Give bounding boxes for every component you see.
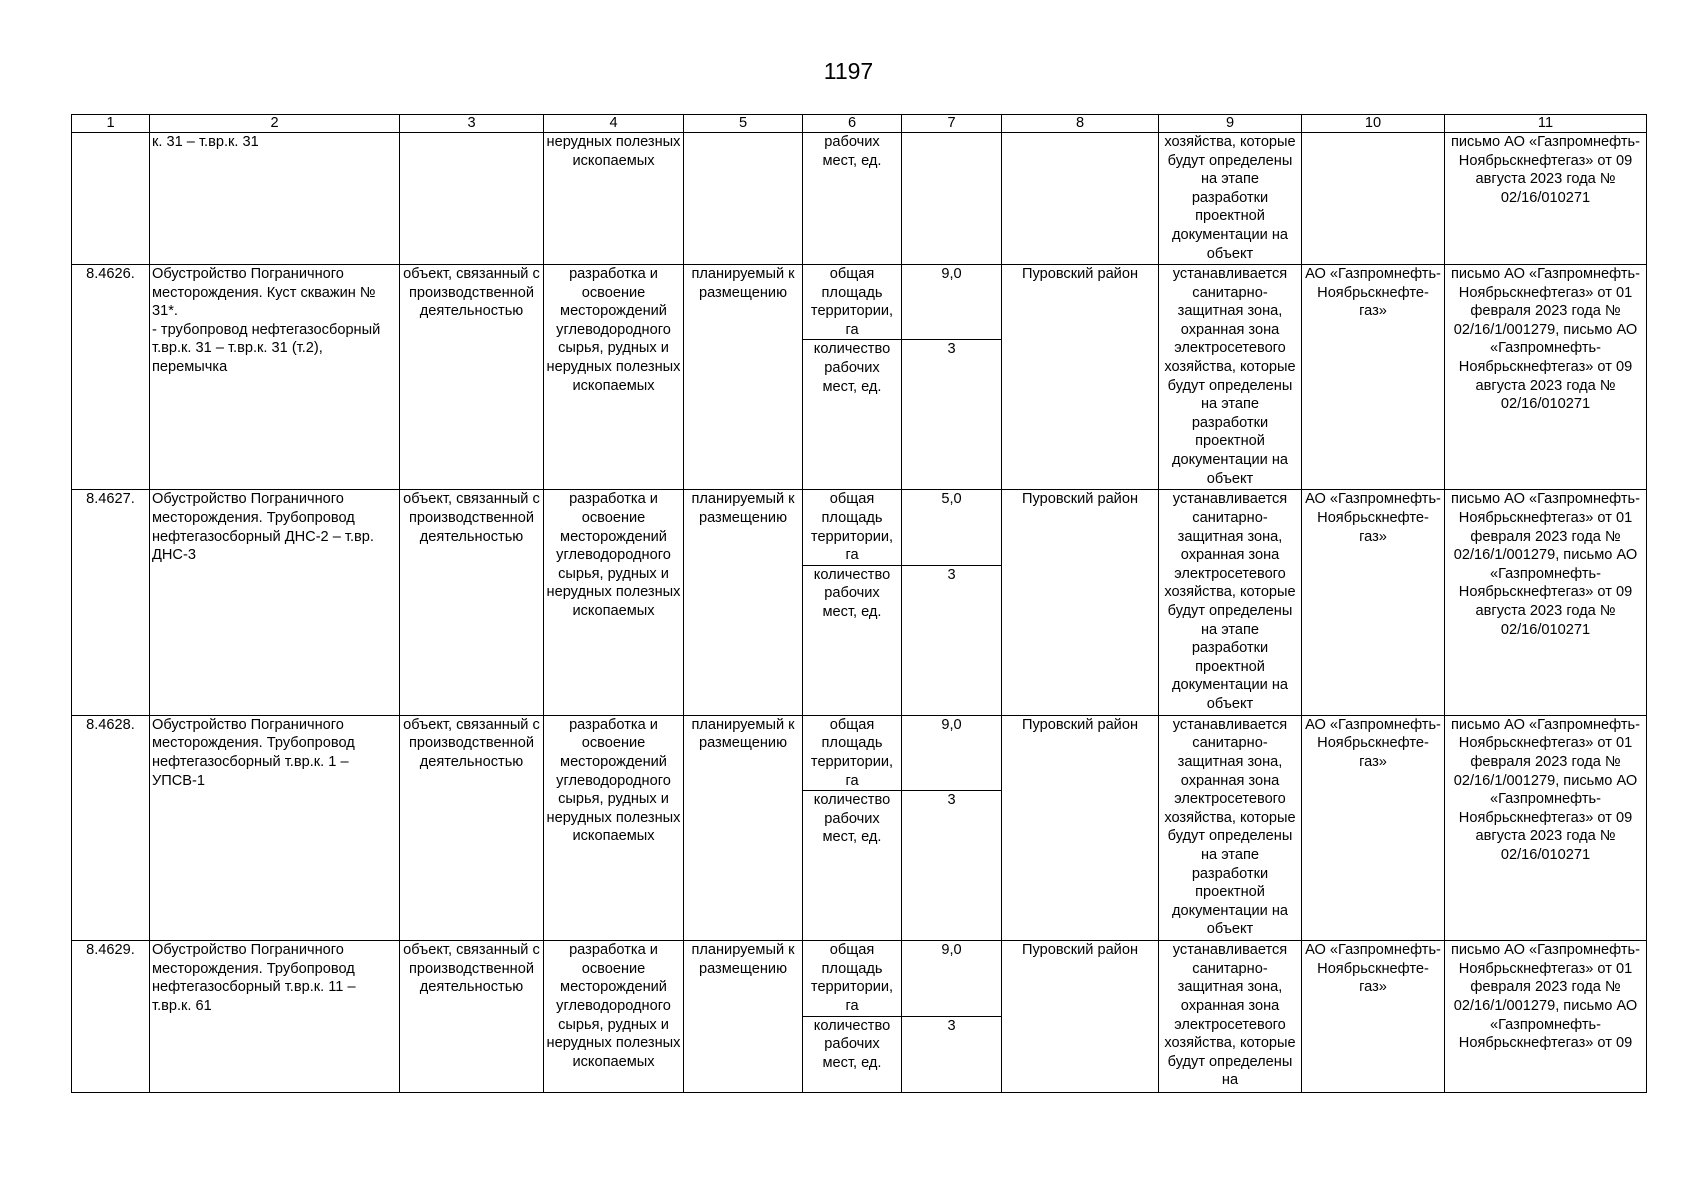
zone-description: устанавливается санитарно-защитная зона, охранная зона электросетевого хозяйства, которые будут определены на этапе разработки проектной документации на объект xyxy=(1159,490,1302,715)
object-location: Пуровский район xyxy=(1002,715,1159,940)
characteristic-jobs-label: количество рабочих мест, ед. xyxy=(803,565,902,715)
table-row xyxy=(72,265,1647,340)
organization: АО «Газпромнефть-Ноябрьскнефте-газ» xyxy=(1302,265,1445,490)
characteristic-area-value: 9,0 xyxy=(902,715,1002,790)
organization: АО «Газпромнефть-Ноябрьскнефте-газ» xyxy=(1302,715,1445,940)
col-header: 8 xyxy=(1002,115,1159,133)
row-number: 8.4626. xyxy=(72,265,150,490)
col-header: 5 xyxy=(684,115,803,133)
col-header: 7 xyxy=(902,115,1002,133)
page-number: 1197 xyxy=(823,58,874,84)
characteristic-jobs-value: 3 xyxy=(902,791,1002,941)
col-header: 1 xyxy=(72,115,150,133)
object-purpose: нерудных полезных ископаемых xyxy=(544,133,684,265)
object-purpose: разработка и освоение месторождений углеводородного сырья, рудных и нерудных полезных ископаемых xyxy=(544,265,684,490)
object-location: Пуровский район xyxy=(1002,265,1159,490)
characteristic-area-label: общая площадь территории, га xyxy=(803,490,902,565)
cell-empty xyxy=(902,133,1002,265)
col-header: 11 xyxy=(1445,115,1647,133)
col-header: 2 xyxy=(150,115,400,133)
basis-document: письмо АО «Газпромнефть-Ноябрьскнефтегаз» от 09 августа 2023 года № 02/16/010271 xyxy=(1445,133,1647,265)
cell-empty xyxy=(72,133,150,265)
header-row xyxy=(72,115,1647,133)
characteristic-area-label: общая площадь территории, га xyxy=(803,265,902,340)
table-row xyxy=(72,490,1647,565)
basis-document: письмо АО «Газпромнефть-Ноябрьскнефтегаз» от 01 февраля 2023 года № 02/16/1/001279, письмо АО «Газпромнефть-Ноябрьскнефтегаз» от 09 xyxy=(1445,941,1647,1092)
object-purpose: разработка и освоение месторождений углеводородного сырья, рудных и нерудных полезных ископаемых xyxy=(544,715,684,940)
cell-empty xyxy=(684,133,803,265)
characteristic-jobs-value: 3 xyxy=(902,1016,1002,1092)
object-purpose: разработка и освоение месторождений углеводородного сырья, рудных и нерудных полезных ископаемых xyxy=(544,490,684,715)
object-purpose: разработка и освоение месторождений углеводородного сырья, рудных и нерудных полезных ископаемых xyxy=(544,941,684,1092)
col-header: 4 xyxy=(544,115,684,133)
basis-document: письмо АО «Газпромнефть-Ноябрьскнефтегаз» от 01 февраля 2023 года № 02/16/1/001279, письмо АО «Газпромнефть-Ноябрьскнефтегаз» от 09 августа 2023 года № 02/16/010271 xyxy=(1445,490,1647,715)
characteristic-jobs-label: количество рабочих мест, ед. xyxy=(803,1016,902,1092)
zone-description: устанавливается санитарно-защитная зона, охранная зона электросетевого хозяйства, которые будут определены на xyxy=(1159,941,1302,1092)
object-location: Пуровский район xyxy=(1002,490,1159,715)
object-status: планируемый к размещению xyxy=(684,941,803,1092)
object-name: Обустройство Пограничного месторождения. Трубопровод нефтегазосборный т.вр.к. 1 – УПСВ-1 xyxy=(150,715,400,940)
characteristic-jobs-label: количество рабочих мест, ед. xyxy=(803,340,902,490)
object-type: объект, связанный с производственной деятельностью xyxy=(400,265,544,490)
organization: АО «Газпромнефть-Ноябрьскнефте-газ» xyxy=(1302,941,1445,1092)
continuation-row xyxy=(72,133,1647,265)
characteristic-area-value: 9,0 xyxy=(902,941,1002,1016)
col-header: 3 xyxy=(400,115,544,133)
table-row xyxy=(72,941,1647,1016)
cell-empty xyxy=(1302,133,1445,265)
object-name: Обустройство Пограничного месторождения. Куст скважин № 31*. - трубопровод нефтегазосборный т.вр.к. 31 – т.вр.к. 31 (т.2), перемычка xyxy=(150,265,400,490)
organization: АО «Газпромнефть-Ноябрьскнефте-газ» xyxy=(1302,490,1445,715)
register-table xyxy=(71,114,1647,1093)
col-header: 9 xyxy=(1159,115,1302,133)
col-header: 10 xyxy=(1302,115,1445,133)
object-name: к. 31 – т.вр.к. 31 xyxy=(150,133,400,265)
object-status: планируемый к размещению xyxy=(684,265,803,490)
characteristic-jobs-value: 3 xyxy=(902,565,1002,715)
characteristic-area-value: 5,0 xyxy=(902,490,1002,565)
object-type: объект, связанный с производственной деятельностью xyxy=(400,490,544,715)
row-number: 8.4629. xyxy=(72,941,150,1092)
characteristic-area-label: общая площадь территории, га xyxy=(803,715,902,790)
object-status: планируемый к размещению xyxy=(684,715,803,940)
object-name: Обустройство Пограничного месторождения. Трубопровод нефтегазосборный ДНС-2 – т.вр. ДНС-3 xyxy=(150,490,400,715)
cell-empty xyxy=(400,133,544,265)
cell-empty xyxy=(1002,133,1159,265)
basis-document: письмо АО «Газпромнефть-Ноябрьскнефтегаз» от 01 февраля 2023 года № 02/16/1/001279, письмо АО «Газпромнефть-Ноябрьскнефтегаз» от 09 августа 2023 года № 02/16/010271 xyxy=(1445,715,1647,940)
object-location: Пуровский район xyxy=(1002,941,1159,1092)
characteristic-jobs-value: 3 xyxy=(902,340,1002,490)
characteristic-area-value: 9,0 xyxy=(902,265,1002,340)
zone-description: устанавливается санитарно-защитная зона, охранная зона электросетевого хозяйства, которые будут определены на этапе разработки проектной документации на объект xyxy=(1159,715,1302,940)
object-type: объект, связанный с производственной деятельностью xyxy=(400,941,544,1092)
row-number: 8.4627. xyxy=(72,490,150,715)
object-status: планируемый к размещению xyxy=(684,490,803,715)
zone-description: хозяйства, которые будут определены на этапе разработки проектной документации на объект xyxy=(1159,133,1302,265)
col-header: 6 xyxy=(803,115,902,133)
characteristic-jobs-label: количество рабочих мест, ед. xyxy=(803,791,902,941)
object-type: объект, связанный с производственной деятельностью xyxy=(400,715,544,940)
zone-description: устанавливается санитарно-защитная зона, охранная зона электросетевого хозяйства, которые будут определены на этапе разработки проектной документации на объект xyxy=(1159,265,1302,490)
characteristic-label: рабочих мест, ед. xyxy=(803,133,902,265)
object-name: Обустройство Пограничного месторождения. Трубопровод нефтегазосборный т.вр.к. 11 – т.вр.к. 61 xyxy=(150,941,400,1092)
row-number: 8.4628. xyxy=(72,715,150,940)
basis-document: письмо АО «Газпромнефть-Ноябрьскнефтегаз» от 01 февраля 2023 года № 02/16/1/001279, письмо АО «Газпромнефть-Ноябрьскнефтегаз» от 09 августа 2023 года № 02/16/010271 xyxy=(1445,265,1647,490)
characteristic-area-label: общая площадь территории, га xyxy=(803,941,902,1016)
table-row xyxy=(72,715,1647,790)
